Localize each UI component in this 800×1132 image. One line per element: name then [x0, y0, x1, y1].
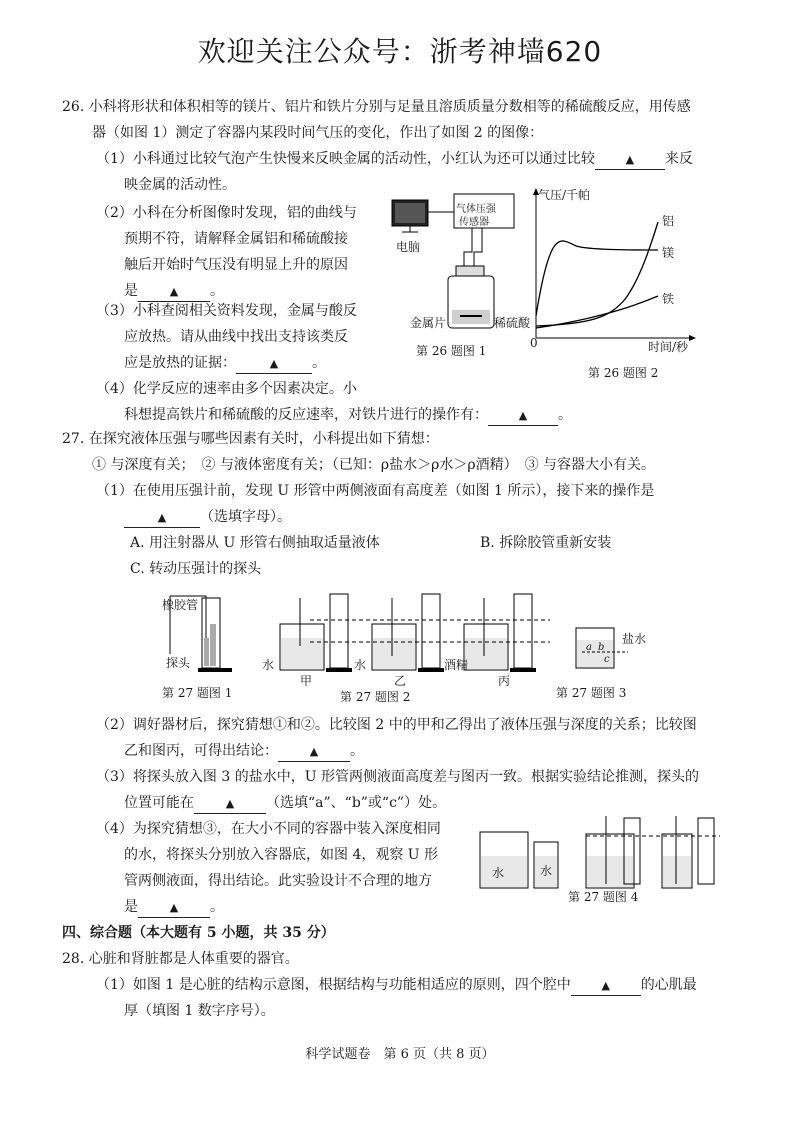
q27-part4-line4: 是 ▲ 。 [124, 898, 224, 918]
q27-fig4-apparatus [476, 812, 726, 892]
q27-fig2-water2-label: 水 [354, 658, 367, 672]
q27-fig2-water1-label: 水 [262, 658, 275, 672]
page-footer: 科学试题卷 第 6 页（共 8 页） [305, 1047, 495, 1062]
q27-part1-line1: （1）在使用压强计前，发现 U 形管中两侧液面有高度差（如图 1 所示），接下来的操作是 [96, 483, 655, 499]
q27-part4-line2: 的水，将探头分别放入容器底，如图 4，观察 U 形 [124, 847, 439, 863]
q26-part4-line2: 科想提高铁片和稀硫酸的反应速率，对铁片进行的操作有： ▲ 。 [124, 406, 572, 426]
q26-part4-blank[interactable]: ▲ [488, 406, 558, 426]
q27-fig3-point-c: c [604, 654, 610, 665]
q26-fig1-acid-label: 稀硫酸 [494, 316, 531, 330]
q27-fig2-bing-label: 丙 [498, 674, 511, 688]
q27-fig3-point-a: a [586, 642, 592, 653]
q27-part2-line1: （2）调好器材后，探究猜想①和②。比较图 2 中的甲和乙得出了液体压强与深度的关系；比较图 [96, 717, 697, 733]
q27-fig2-jia-label: 甲 [300, 674, 313, 688]
q27-part2-line2: 乙和图丙，可得出结论： ▲ 。 [124, 742, 364, 762]
q27-fig1-caption: 第 27 题图 1 [162, 686, 233, 700]
q27-fig2-alcohol-label: 酒精 [444, 658, 469, 672]
q27-fig4-water2-label: 水 [540, 864, 553, 878]
q26-part4-line1: （4）化学反应的速率由多个因素决定。小 [96, 381, 357, 397]
q27-fig1-2-3-apparatus [150, 584, 650, 684]
q27-fig3-brine-label: 盐水 [622, 632, 647, 646]
q27-part3-line1: （3）将探头放入图 3 的盐水中，U 形管两侧液面高度差与图丙一致。根据实验结论推测，探头的 [96, 769, 699, 785]
q28-part1-line1: （1）如图 1 是心脏的结构示意图，根据结构与功能相适应的原则，四个腔中 ▲ 的心肌最 [96, 976, 697, 996]
q27-fig1-tube-label: 橡胶管 [162, 598, 199, 612]
q26-fig2-caption: 第 26 题图 2 [588, 366, 659, 380]
q26-aluminum-curve [536, 222, 658, 326]
q26-part3-blank[interactable]: ▲ [236, 354, 312, 374]
q26-part1-line1: （1）小科通过比较气泡产生快慢来反映金属的活动性，小红认为还可以通过比较 ▲ 来反 [96, 150, 693, 170]
q27-fig2-yi-label: 乙 [394, 674, 407, 688]
q26-fig2-iron-label: 铁 [662, 292, 675, 306]
q26-fig2-xlabel: 时间/秒 [648, 340, 689, 354]
q26-part2-line1: （2）小科在分析图像时发现，铝的曲线与 [96, 205, 357, 221]
q26-stem-line2: 器（如图 1）测定了容器内某段时间气压的变化，作出了如图 2 的图像： [92, 125, 544, 141]
q26-magnesium-curve [536, 241, 658, 316]
q27-fig3-point-b: b [598, 642, 605, 653]
q26-part2-line4: 是 ▲ 。 [124, 282, 224, 302]
q27-part1-blank[interactable]: ▲ [124, 508, 200, 528]
q28-part1-line2: 厚（填图 1 数字序号）。 [124, 1003, 275, 1019]
q26-part1-line2: 映金属的活动性。 [124, 177, 236, 193]
q27-option-a: A. 用注射器从 U 形管右侧抽取适量液体 [130, 535, 380, 551]
q27-part4-line3: 管两侧液面，得出结论。此实验设计不合理的地方 [124, 873, 432, 889]
q27-option-c: C. 转动压强计的探头 [130, 561, 262, 577]
q26-part3-line3: 应是放热的证据： ▲ 。 [124, 354, 326, 374]
q26-part2-line3: 触后开始时气压没有明显上升的原因 [124, 257, 348, 273]
q26-part3-line2: 应放热。请从曲线中找出支持该类反 [124, 329, 348, 345]
q26-fig2-magnesium-label: 镁 [662, 246, 675, 260]
q27-part2-blank[interactable]: ▲ [278, 742, 350, 762]
q26-part2-line2: 预期不符，请解释金属铝和稀硫酸接 [124, 231, 348, 247]
q26-stem-line1: 26. 小科将形状和体积相等的镁片、铝片和铁片分别与足量且溶质质量分数相等的稀硫酸反应，用传感 [62, 99, 691, 115]
q26-fig1-sensor-label-2: 传感器 [459, 217, 489, 228]
q27-stem: 27. 在探究液体压强与哪些因素有关时，小科提出如下猜想： [62, 431, 439, 447]
q27-guesses: ① 与深度有关； ② 与液体密度有关；（已知：ρ盐水＞ρ水＞ρ酒精） ③ 与容器大小有关。 [92, 457, 656, 473]
q26-part1-blank[interactable]: ▲ [595, 150, 665, 170]
q27-part3-blank[interactable]: ▲ [194, 794, 266, 814]
q26-fig2-aluminum-label: 铝 [662, 214, 675, 228]
q27-fig4-caption: 第 27 题图 4 [568, 890, 639, 904]
q28-stem: 28. 心脏和肾脏都是人体重要的器官。 [62, 951, 299, 967]
q27-part3-line2: 位置可能在 ▲ （选填“a”、“b”或“c”）处。 [124, 794, 446, 814]
q27-fig2-caption: 第 27 题图 2 [340, 690, 411, 704]
q26-fig2-graph [530, 188, 700, 348]
page-header-title: 欢迎关注公众号：浙考神墙620 [197, 35, 603, 68]
q27-part4-blank[interactable]: ▲ [138, 898, 210, 918]
q27-fig3-caption: 第 27 题图 3 [556, 686, 627, 700]
q26-fig1-sensor-label-1: 气体压强 [456, 204, 496, 215]
q26-fig1-caption: 第 26 题图 1 [416, 344, 487, 358]
q27-fig4-water1-label: 水 [492, 866, 505, 880]
q26-fig2-origin: 0 [530, 336, 538, 350]
section-4-heading: 四、综合题（本大题有 5 小题，共 35 分） [62, 925, 335, 941]
q26-part3-line1: （3）小科查阅相关资料发现，金属与酸反 [96, 303, 357, 319]
q26-part2-blank[interactable]: ▲ [138, 282, 210, 302]
q27-part4-line1: （4）为探究猜想③，在大小不同的容器中装入深度相同 [96, 821, 441, 837]
q28-part1-blank[interactable]: ▲ [571, 976, 641, 996]
q27-fig1-probe-label: 探头 [166, 656, 191, 670]
q26-fig1-metal-label: 金属片 [410, 316, 447, 330]
q27-option-b: B. 拆除胶管重新安装 [480, 535, 612, 551]
q26-iron-curve [536, 296, 658, 328]
q27-part1-line2: ▲ （选填字母）。 [124, 508, 291, 528]
q26-fig2-ylabel: 气压/千帕 [538, 188, 591, 202]
q26-fig1-computer-label: 电脑 [396, 240, 421, 254]
